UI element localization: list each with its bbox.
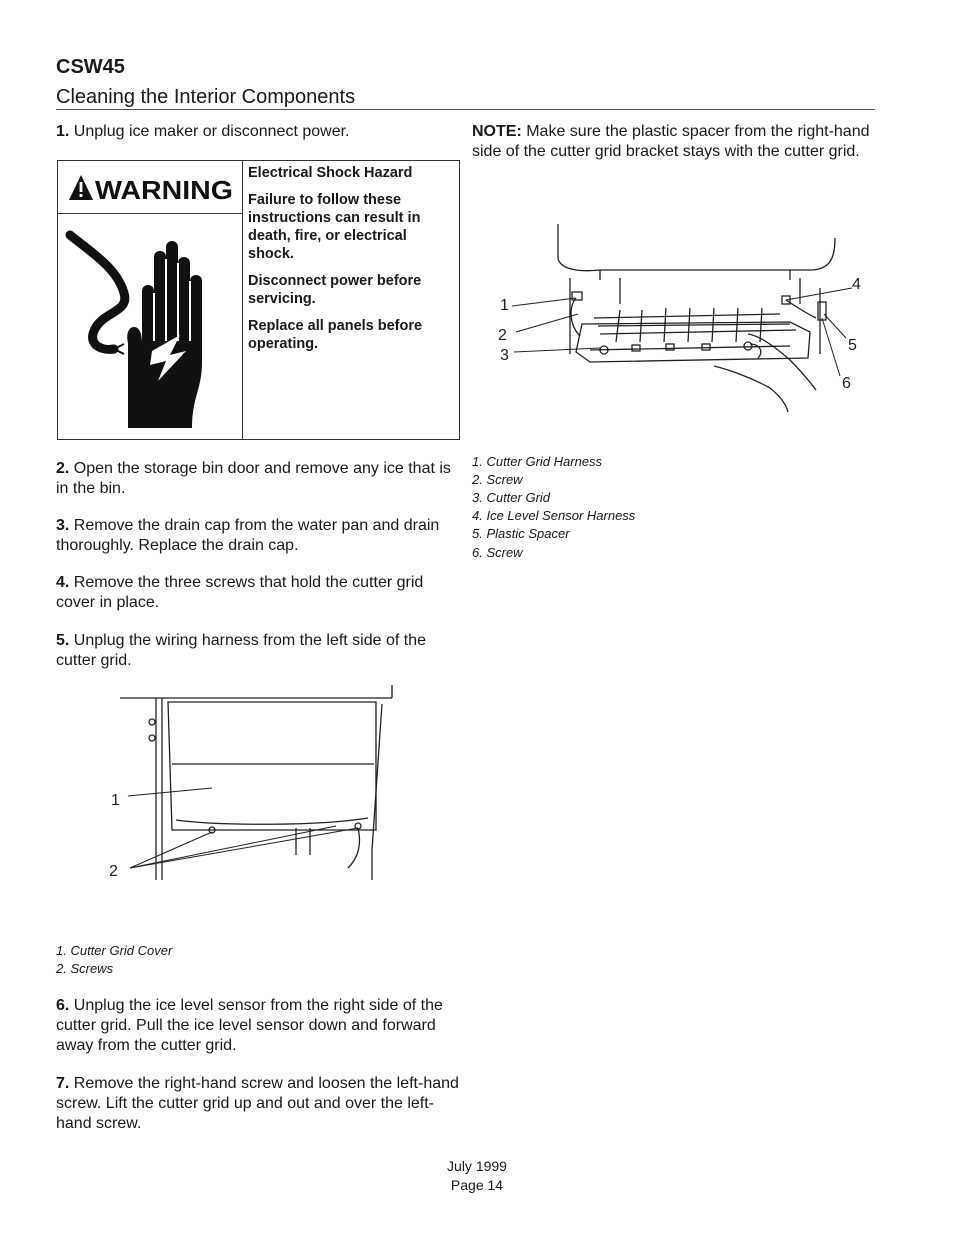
- footer-date: July 1999: [447, 1158, 507, 1174]
- step-text: Remove the three screws that hold the cutter grid cover in place.: [56, 574, 424, 611]
- step-4: [56, 573, 461, 613]
- warning-box: [57, 160, 460, 440]
- caption-cutter-grid-cover: 1. Cutter Grid Cover: [56, 943, 173, 958]
- footer-page: Page 14: [450, 1177, 504, 1193]
- warning-logo: [68, 173, 236, 203]
- warning-line-1: Failure to follow these instructions can result in death, fire, or electrical shock.: [248, 192, 421, 262]
- warning-word: WARNING: [95, 175, 233, 203]
- warning-line-2: Disconnect power before servicing.: [248, 273, 422, 307]
- warning-line-3: Replace all panels before operating.: [248, 318, 423, 352]
- caption-cutter-grid: 3. Cutter Grid: [472, 490, 551, 505]
- callout-2: 2: [109, 863, 118, 880]
- note-label: NOTE:: [472, 123, 522, 140]
- step-number: 1.: [56, 123, 70, 140]
- step-text: Open the storage bin door and remove any ice that is in the bin.: [56, 460, 451, 497]
- step-text: Unplug the ice level sensor from the right side of the cutter grid. Pull the ice level sensor down and forward away from the cutter grid.: [56, 997, 443, 1054]
- step-1: [56, 122, 461, 142]
- section-title: Cleaning the Interior Components: [56, 86, 356, 108]
- cutter-grid-cover-figure: [100, 680, 410, 890]
- note-text: Make sure the plastic spacer from the right-hand side of the cutter grid bracket stays with the cutter grid.: [472, 123, 870, 160]
- callout-1: 1: [500, 297, 509, 314]
- note: [472, 122, 872, 162]
- callout-3: 3: [500, 347, 509, 364]
- step-text: Unplug ice maker or disconnect power.: [69, 123, 350, 140]
- callout-5: 5: [848, 337, 857, 354]
- callout-1: 1: [111, 792, 120, 809]
- step-number: 3.: [56, 517, 70, 534]
- electric-shock-hand-icon: [62, 223, 238, 433]
- step-3: [56, 516, 461, 556]
- step-5: [56, 631, 461, 671]
- step-number: 5.: [56, 632, 70, 649]
- cutter-grid-figure: [490, 218, 870, 412]
- model-name: CSW45: [56, 56, 125, 78]
- step-number: 2.: [56, 460, 70, 477]
- caption-cutter-grid-harness: 1. Cutter Grid Harness: [472, 454, 603, 469]
- step-6: [56, 996, 461, 1056]
- caption-ice-level-sensor-harness: 4. Ice Level Sensor Harness: [472, 508, 636, 523]
- step-text: Remove the drain cap from the water pan and drain thoroughly. Replace the drain cap.: [56, 517, 440, 554]
- caption-screw: 2. Screw: [472, 472, 523, 487]
- step-text: Remove the right-hand screw and loosen the left-hand screw. Lift the cutter grid up and out and over the left-hand screw.: [56, 1075, 459, 1132]
- callout-4: 4: [852, 276, 861, 293]
- step-number: 6.: [56, 997, 70, 1014]
- caption-screws: 2. Screws: [56, 961, 114, 976]
- caption-plastic-spacer: 5. Plastic Spacer: [472, 526, 570, 541]
- step-number: 7.: [56, 1075, 70, 1092]
- step-text: Unplug the wiring harness from the left side of the cutter grid.: [56, 632, 426, 669]
- callout-2: 2: [498, 327, 507, 344]
- header-rule: [56, 109, 875, 110]
- step-7: [56, 1074, 461, 1134]
- step-number: 4.: [56, 574, 70, 591]
- warning-text: [248, 164, 453, 362]
- warning-title: Electrical Shock Hazard: [248, 165, 413, 181]
- callout-6: 6: [842, 375, 851, 392]
- step-2: [56, 459, 461, 499]
- caption-screw-2: 6. Screw: [472, 545, 523, 560]
